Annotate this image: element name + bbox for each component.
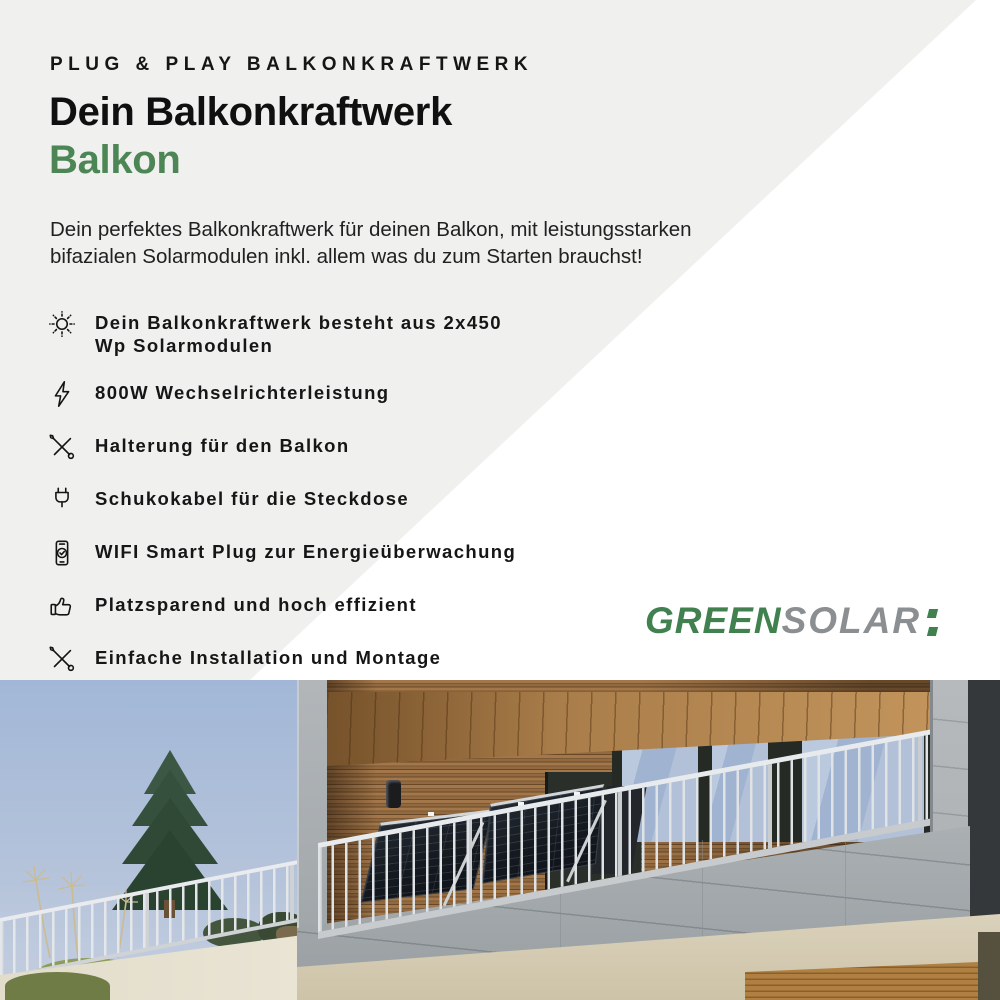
feature-item-effizienz — [46, 590, 516, 622]
tools-icon — [46, 431, 78, 463]
page-title: Dein Balkonkraftwerk — [49, 90, 453, 134]
logo-word-green: GREEN — [645, 600, 782, 641]
smart-plug-icon — [46, 537, 78, 569]
balcony-photo — [0, 680, 1000, 1000]
plug-icon — [46, 484, 78, 516]
foreground-plant — [5, 972, 110, 1000]
lightning-icon — [46, 378, 78, 410]
feature-item-montage — [46, 643, 516, 675]
page-subtitle: Balkon — [49, 138, 181, 182]
logo-word-solar: SOLAR — [781, 600, 922, 641]
green-solar-logo — [645, 600, 937, 642]
dark-facade-panel — [968, 680, 1000, 918]
feature-label: Dein Balkonkraftwerk besteht aus 2x450 Wp Solarmodulen — [95, 312, 502, 356]
wall-lamp — [386, 780, 401, 808]
shadow-corner — [978, 932, 1000, 1000]
panel-clamp — [428, 812, 434, 816]
sun-icon — [46, 308, 78, 340]
feature-item-solarmodule — [46, 308, 516, 357]
feature-item-halterung — [46, 431, 516, 463]
logo-colon-icon — [928, 609, 937, 636]
feature-item-schukokabel — [46, 484, 516, 516]
feature-label: WIFI Smart Plug zur Energieüberwachung — [95, 541, 517, 562]
feature-list — [46, 308, 516, 696]
feature-item-wechselrichter — [46, 378, 516, 410]
eyebrow-text: PLUG & PLAY BALKONKRAFTWERK — [50, 54, 534, 75]
feature-label: Einfache Installation und Montage — [95, 647, 442, 668]
feature-label: 800W Wechselrichterleistung — [95, 382, 390, 403]
feature-label: Platzsparend und hoch effizient — [95, 594, 417, 615]
tools-icon — [46, 643, 78, 675]
description-text: Dein perfektes Balkonkraftwerk für deinen Balkon, mit leistungsstarken bifazialen Solarmodulen inkl. allem was du zum Starten brauchst! — [50, 218, 692, 268]
feature-item-smart-plug — [46, 537, 516, 569]
thumbs-up-icon — [46, 590, 78, 622]
feature-label: Halterung für den Balkon — [95, 435, 350, 456]
feature-label: Schukokabel für die Steckdose — [95, 488, 410, 509]
